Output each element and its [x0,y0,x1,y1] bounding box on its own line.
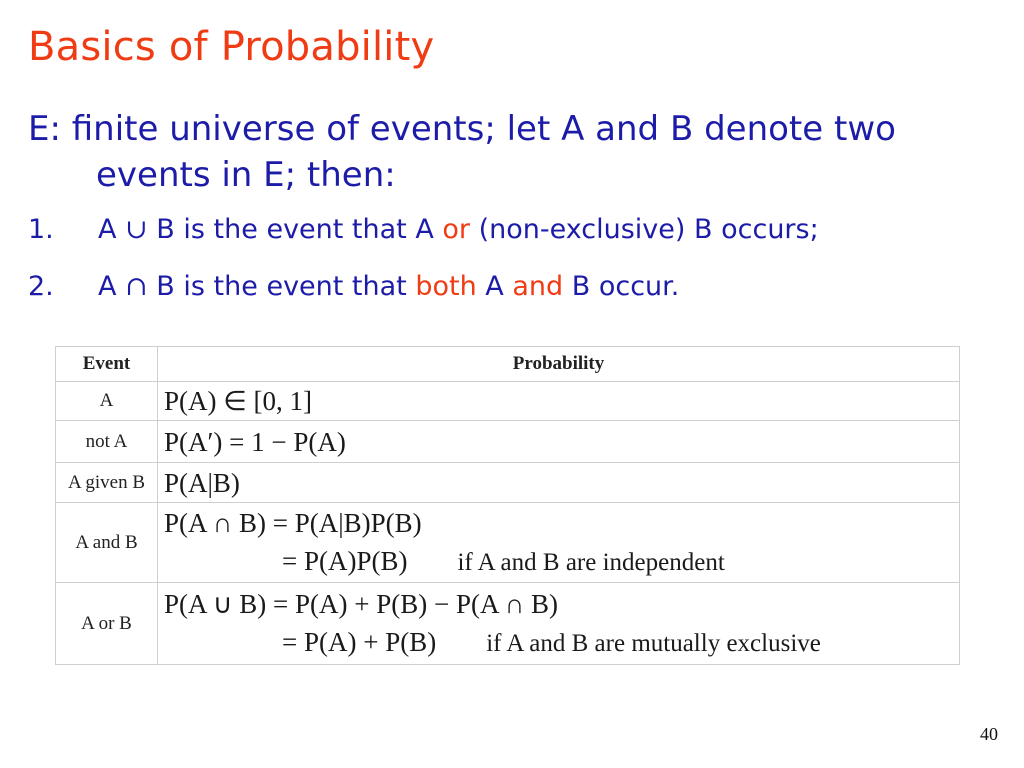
table-row [56,421,960,463]
list-text: B occur. [563,271,680,302]
event-cell: not A [56,421,158,463]
list-text: is the event that [174,271,416,302]
list-body [98,271,679,302]
event-cell: A [56,382,158,421]
event-cell: A or B [56,583,158,665]
page-number: 40 [980,724,998,744]
table-row [56,463,960,503]
intro-line-1: E: finite universe of events; let A and B denote two [28,109,896,149]
formula: P(A|B) [164,467,240,498]
formula-note: if A and B are independent [457,548,725,576]
probability-cell [158,463,960,503]
probability-cell [158,583,960,665]
intersection-symbol: ∩ [125,271,148,302]
event-cell: A given B [56,463,158,503]
probability-table [55,346,960,665]
highlight-both: both [415,271,477,302]
formula: P(A ∩ B) = P(A|B)P(B) [164,507,422,538]
formula: P(A′) = 1 − P(A) [164,426,346,457]
event-cell: A and B [56,503,158,583]
formula-rhs: = P(A)P(B) [282,545,408,576]
list-text: A [476,271,513,302]
event-b: B [156,214,175,245]
formula: P(A) ∈ [0, 1] [164,386,312,416]
union-symbol: ∪ [125,214,148,245]
probability-cell [158,421,960,463]
slide-title: Basics of Probability [28,24,435,70]
formula-note: if A and B are mutually exclusive [486,629,821,657]
table-row [56,382,960,421]
list-text: (non-exclusive) B occurs; [470,214,819,245]
intro-text [28,106,1003,198]
probability-cell [158,382,960,421]
list-number: 2. [28,271,54,302]
formula-continued [164,542,959,582]
table-header-row [56,347,960,382]
list-number: 1. [28,214,54,245]
intro-line-2: events in E; then: [96,155,396,195]
table-row [56,503,960,583]
highlight-or: or [442,214,471,245]
formula: P(A ∪ B) = P(A) + P(B) − P(A ∩ B) [164,588,558,619]
event-a: A [98,214,117,245]
highlight-and: and [512,271,564,302]
event-b: B [156,271,175,302]
list-text: is the event that A [174,214,443,245]
header-event: Event [56,347,158,382]
event-a: A [98,271,117,302]
table-row [56,583,960,665]
probability-cell [158,503,960,583]
list-body [98,214,819,245]
header-probability: Probability [158,347,960,382]
formula-rhs: = P(A) + P(B) [282,626,437,657]
formula-continued [164,623,959,663]
